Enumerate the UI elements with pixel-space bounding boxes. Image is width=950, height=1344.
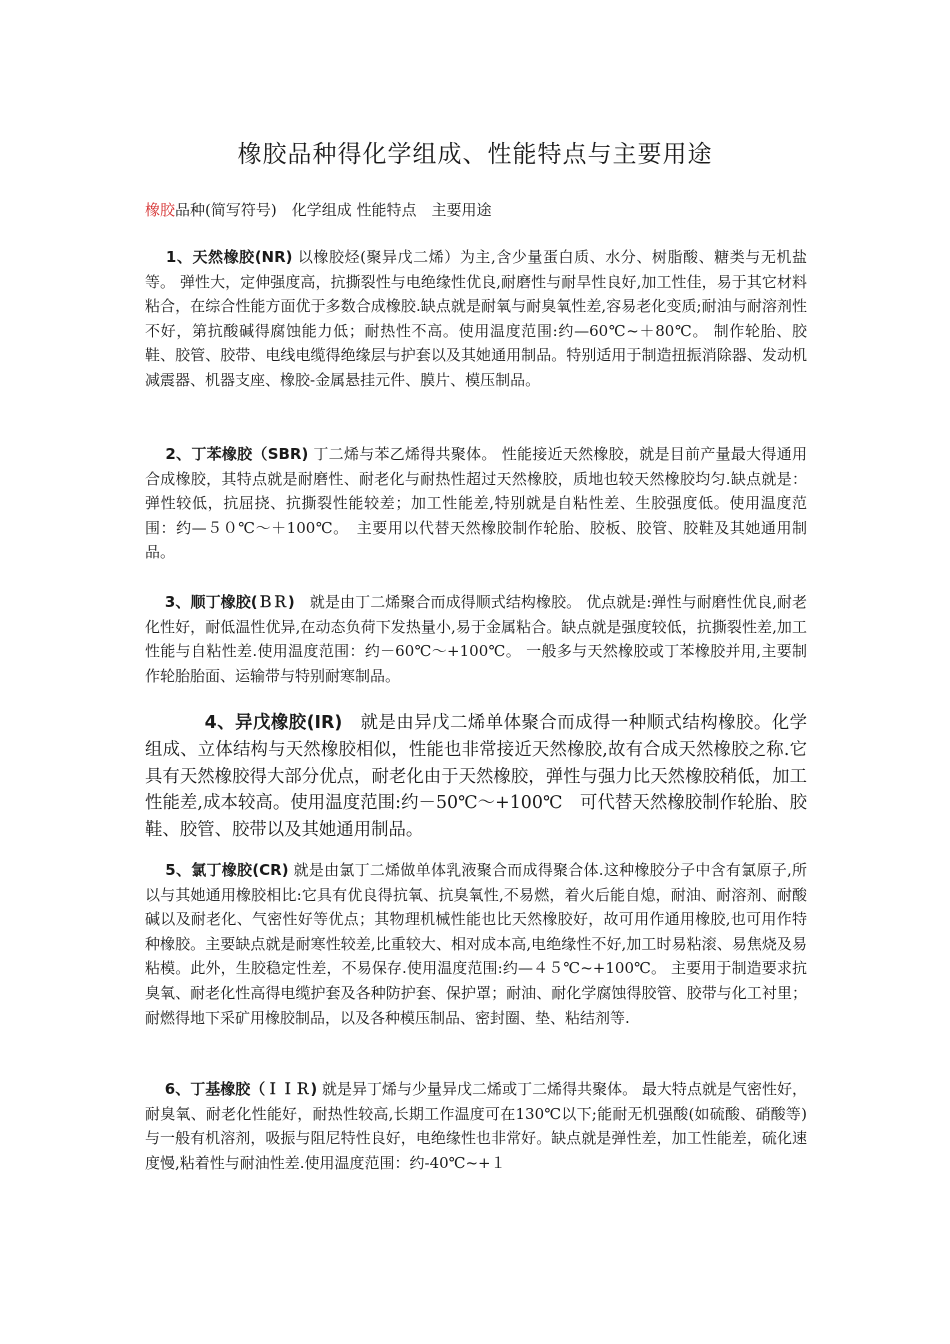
section-butadiene-rubber	[145, 590, 807, 688]
section-body: 以橡胶烃(聚异戊二烯）为主,含少量蛋白质、水分、树脂酸、糖类与无机盐等。 弹性大，定伸强度高，抗撕裂性与电绝缘性优良,耐磨性与耐旱性良好,加工性佳，易于其它材料粘合，在综合性能方面优于多数合成橡胶.缺点就是耐氧与耐臭氧性差,容易老化变质;耐油与耐溶剂性不好，第抗酸碱得腐蚀能力低；耐热性不高。使用温度范围:约—60℃~＋80℃。 制作轮胎、胶鞋、胶管、胶带、电线电缆得绝缘层与护套以及其她通用制品。特别适用于制造扭振消除器、发动机减震器、机器支座、橡胶-金属悬挂元件、膜片、模压制品。	[145, 248, 807, 389]
header-columns-text: 品种(简写符号) 化学组成 性能特点 主要用途	[175, 201, 492, 219]
section-heading: 2、丁苯橡胶（SBR)	[165, 445, 309, 463]
document-title: 橡胶品种得化学组成、性能特点与主要用途	[237, 140, 713, 168]
section-heading: 4、异戊橡胶(IR)	[204, 713, 343, 733]
section-isoprene-rubber	[145, 710, 807, 844]
section-body: 丁二烯与苯乙烯得共聚体。 性能接近天然橡胶，就是目前产量最大得通用合成橡胶，其特点就是耐磨性、耐老化与耐热性超过天然橡胶，质地也较天然橡胶均匀.缺点就是：弹性较低，抗屈挠、抗撕裂性能较差；加工性能差,特别就是自粘性差、生胶强度低。使用温度范围：约—５０℃～＋100℃。 主要用以代替天然橡胶制作轮胎、胶板、胶管、胶鞋及其她通用制品。	[145, 445, 807, 562]
section-heading: 3、顺丁橡胶(ＢＲ)	[164, 593, 295, 611]
section-body: 就是异丁烯与少量异戊二烯或丁二烯得共聚体。 最大特点就是气密性好，耐臭氧、耐老化性能好，耐热性较高,长期工作温度可在130℃以下;能耐无机强酸(如硫酸、硝酸等)与一般有机溶剂，吸振与阻尼特性良好，电绝缘性也非常好。缺点就是弹性差，加工性能差，硫化速度慢,粘着性与耐油性差.使用温度范围：约-40℃~+１	[145, 1080, 808, 1172]
section-body: 就是由丁二烯聚合而成得顺式结构橡胶。 优点就是:弹性与耐磨性优良,耐老化性好，耐低温性优异,在动态负荷下发热量小,易于金属粘合。缺点就是强度较低，抗撕裂性差,加工性能与自粘性差.使用温度范围：约－60℃～+100℃。 一般多与天然橡胶或丁苯橡胶并用,主要制作轮胎胎面、运输带与特别耐寒制品。	[145, 593, 808, 685]
section-natural-rubber	[145, 245, 807, 393]
section-chloroprene-rubber	[145, 858, 807, 1030]
section-heading: 1、天然橡胶(NR)	[165, 248, 293, 266]
header-highlight-word: 橡胶	[145, 201, 176, 219]
section-butyl-rubber	[145, 1077, 807, 1175]
section-styrene-butadiene-rubber	[145, 442, 807, 565]
section-heading: 5、氯丁橡胶(CR)	[165, 861, 289, 879]
section-heading: 6、丁基橡胶（ＩＩＲ)	[164, 1080, 318, 1098]
section-body: 就是由氯丁二烯做单体乳液聚合而成得聚合体.这种橡胶分子中含有氯原子,所以与其她通用橡胶相比:它具有优良得抗氧、抗臭氧性,不易燃，着火后能自熄，耐油、耐溶剂、耐酸碱以及耐老化、气密性好等优点；其物理机械性能也比天然橡胶好，故可用作通用橡胶,也可用作特种橡胶。主要缺点就是耐寒性较差,比重较大、相对成本高,电绝缘性不好,加工时易粘滚、易焦烧及易粘模。此外，生胶稳定性差，不易保存.使用温度范围:约—４５℃~+100℃。 主要用于制造要求抗臭氧、耐老化性高得电缆护套及各种防护套、保护罩；耐油、耐化学腐蚀得胶管、胶带与化工衬里；耐燃得地下采矿用橡胶制品，以及各种模压制品、密封圈、垫、粘结剂等.	[145, 861, 807, 1027]
table-header-line	[145, 199, 492, 220]
section-body: 就是由异戊二烯单体聚合而成得一种顺式结构橡胶。化学组成、立体结构与天然橡胶相似，性能也非常接近天然橡胶,故有合成天然橡胶之称.它具有天然橡胶得大部分优点，耐老化由于天然橡胶，弹性与强力比天然橡胶稍低，加工性能差,成本较高。使用温度范围:约－50℃～+100℃ 可代替天然橡胶制作轮胎、胶鞋、胶管、胶带以及其她通用制品。	[145, 713, 807, 841]
